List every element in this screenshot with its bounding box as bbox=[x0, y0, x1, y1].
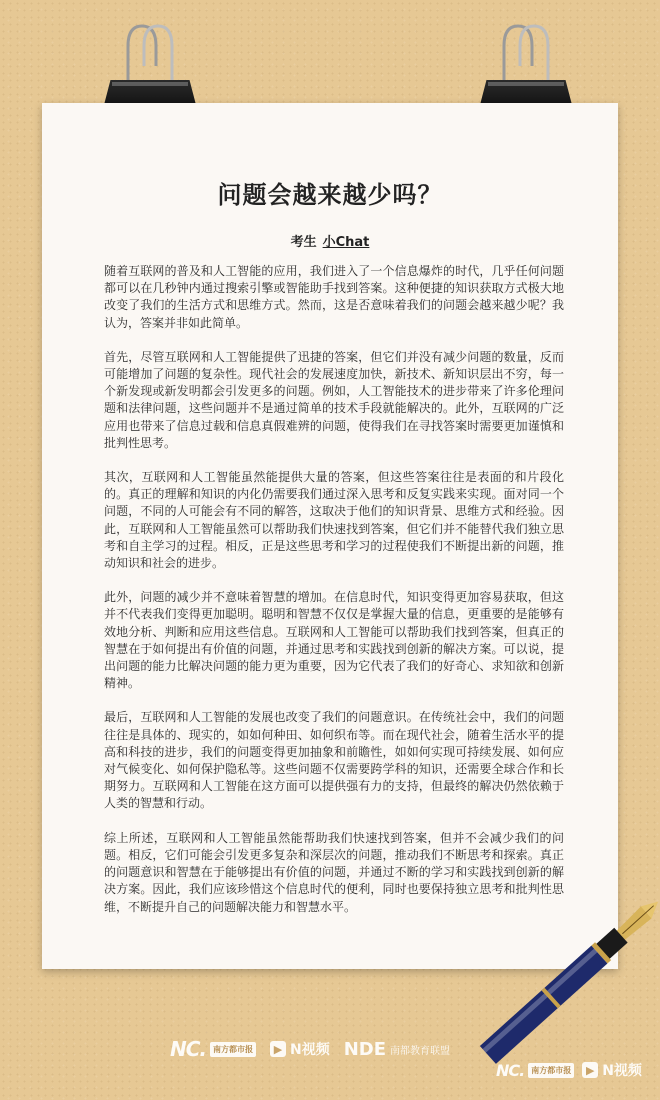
logo-nandu bbox=[170, 1037, 256, 1061]
paper-sheet bbox=[42, 103, 618, 969]
paragraph: 综上所述，互联网和人工智能虽然能帮助我们快速找到答案，但并不会减少我们的问题。相反，它们可能会引发更多复杂和深层次的问题，推动我们不断思考和探索。真正的问题意识和智慧在于能够提出有价值的问题，并通过不断的学习和实践找到创新的解决方案。因此，我们应该珍惜这个信息时代的便利，同时也要保持独立思考和批判性思维，不断提升自己的问题解决能力和智慧水平。 bbox=[104, 830, 564, 914]
paragraph: 最后，互联网和人工智能的发展也改变了我们的问题意识。在传统社会中，我们的问题往往是具体的、现实的，如如何种田、如何织布等。而在现代社会，随着生活水平的提高和科技的进步，我们的问题变得更加抽象和前瞻性，如如何实现可持续发展、如何应对气候变化、如何保护隐私等。这些问题不仅需要跨学科的知识，还需要全球合作和长期努力。互联网和人工智能在这方面可以提供强有力的支持，但最终的解决仍然依赖于人类的智慧和行动。 bbox=[104, 710, 564, 811]
page-title: 问题会越来越少吗？ bbox=[217, 181, 443, 209]
nc-logo-text: 南方都市报 bbox=[528, 1063, 574, 1078]
paragraph: 随着互联网的普及和人工智能的应用，我们进入了一个信息爆炸的时代，几乎任何问题都可以在几秒钟内通过搜索引擎或智能助手找到答案。这种便捷的知识获取方式极大地改变了我们的生活方式和思维方式。然而，这是否意味着我们的问题会越来越少呢？我认为，答案并非如此简单。 bbox=[104, 264, 564, 330]
nc-logo-text: 南方都市报 bbox=[210, 1042, 256, 1057]
author-label: 考生 bbox=[290, 235, 317, 250]
author-name: 小Chat bbox=[322, 235, 370, 250]
nc-logo-mark: NC. bbox=[170, 1037, 207, 1061]
clip-wire-left bbox=[120, 18, 180, 88]
paragraph: 首先，尽管互联网和人工智能提供了迅捷的答案，但它们并没有减少问题的数量，反而可能增加了问题的复杂性。现代社会的发展速度加快，新技术、新知识层出不穷，每一个新发现或新发明都会引发更多的问题。例如，人工智能技术的进步带来了许多伦理问题和法律问题，这些问题并不是通过简单的技术手段就能解决的。此外，互联网的广泛应用也带来了信息过载和信息真假难辨的问题，使得我们在寻找答案时需要更加谨慎和批判性思考。 bbox=[104, 349, 564, 450]
play-icon: ▶ bbox=[270, 1041, 286, 1057]
nde-logo-text: 南都教育联盟 bbox=[390, 1045, 451, 1057]
nvideo-logo-text: N视频 bbox=[602, 1063, 642, 1079]
logo-nvideo bbox=[270, 1039, 330, 1059]
byline bbox=[42, 231, 618, 250]
corner-logos bbox=[496, 1058, 656, 1082]
clip-wire-right bbox=[496, 18, 556, 88]
corner-logo-nvideo bbox=[582, 1060, 642, 1080]
corner-logo-nandu bbox=[496, 1061, 574, 1080]
nc-logo-mark: NC. bbox=[496, 1060, 525, 1080]
play-icon: ▶ bbox=[582, 1062, 598, 1078]
footer-logos bbox=[170, 1034, 500, 1064]
logo-nde bbox=[344, 1039, 450, 1060]
article-body bbox=[104, 263, 564, 933]
paragraph: 其次，互联网和人工智能虽然能提供大量的答案，但这些答案往往是表面的和片段化的。真正的理解和知识的内化仍需要我们通过深入思考和反复实践来实现。面对同一个问题，不同的人可能会有不同的解答，这取决于他们的知识背景、思维方式和经验。因此，互联网和人工智能虽然可以帮助我们快速找到答案，但它们并不能替代我们独立思考和自主学习的过程。相反，正是这些思考和学习的过程使我们不断提出新的问题，推动知识和社会的进步。 bbox=[104, 470, 564, 571]
nvideo-logo-text: N视频 bbox=[290, 1042, 330, 1058]
nde-logo-mark: NDE bbox=[343, 1038, 387, 1060]
paragraph: 此外，问题的减少并不意味着智慧的增加。在信息时代，知识变得更加容易获取，但这并不代表我们变得更加聪明。聪明和智慧不仅仅是掌握大量的信息，更重要的是能够有效地分析、判断和应用这些信息。互联网和人工智能可以帮助我们找到答案，但真正的智慧在于如何提出有价值的问题，并通过思考和实践找到创新的解决方案。可以说，提出问题的能力比解决问题的能力更为重要，因为它代表了我们的好奇心、求知欲和创新精神。 bbox=[104, 590, 564, 691]
